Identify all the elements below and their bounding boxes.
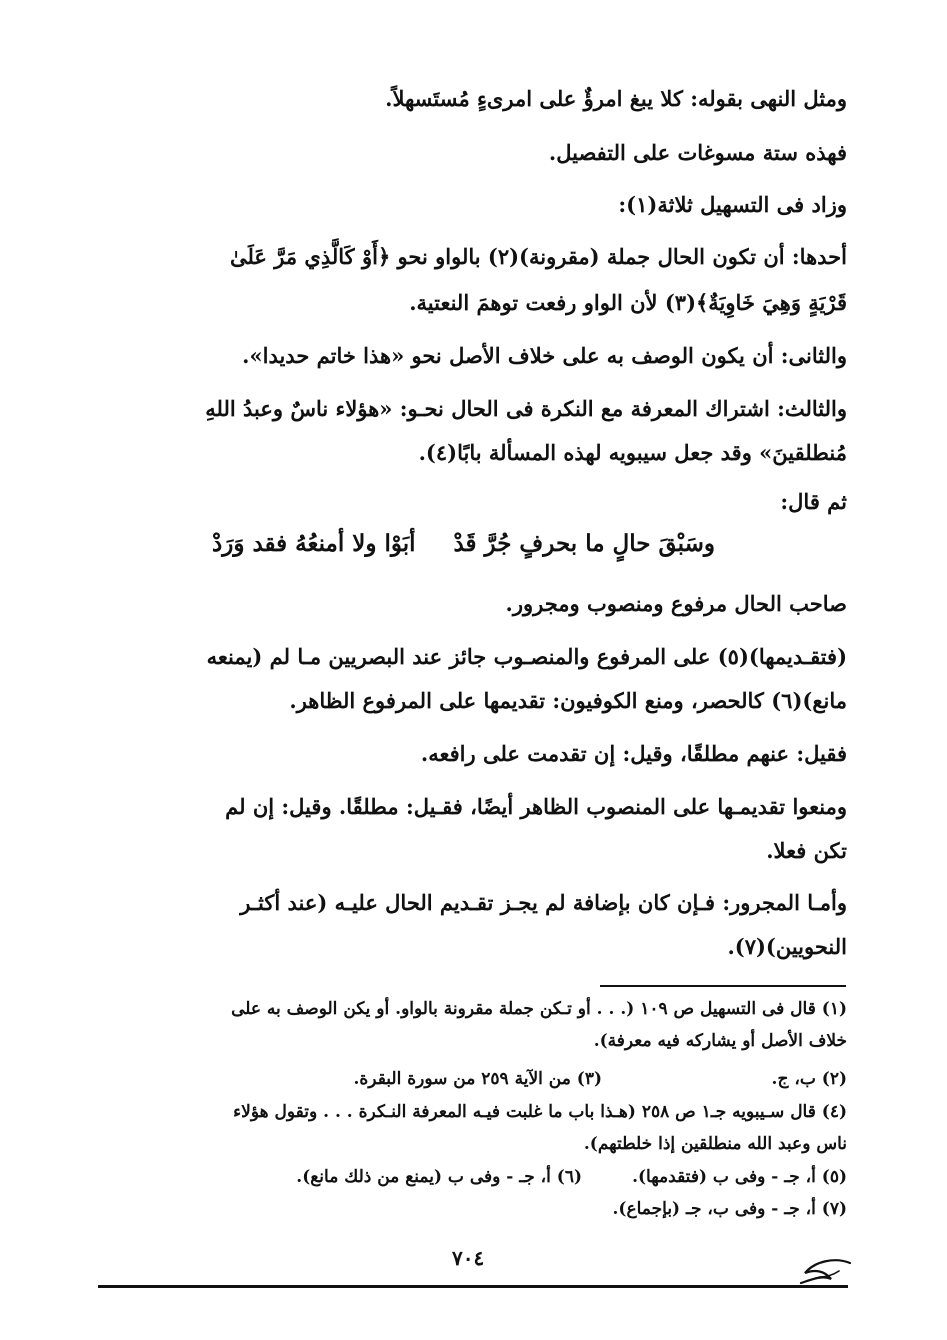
footnote-2: (٢) ب، ج. xyxy=(771,1069,847,1089)
paragraph-prohibition-example: ومثل النهى بقوله: كلا يبغ امرؤٌ على امرىءٍ مُستَسهلاً. xyxy=(385,86,847,111)
footnote-3: (٣) من الآية ٢٥٩ من سورة البقرة. xyxy=(353,1069,602,1089)
paragraph-first-addition-line2: قَرْيَةٍ وَهِيَ خَاوِيَةٌ﴾(٣) لأن الواو رفعت توهمَ النعتية. xyxy=(409,290,847,315)
paragraph-they-forbade-line1: ومنعوا تقديمـها على المنصوب الظاهر أيضًا، فقـيل: مطلقًا. وقيل: إن لم xyxy=(225,794,847,819)
footnote-4-line1: (٤) قال سـيبويه جـ١ ص ٢٥٨ (هـذا باب ما غلبت فيـه المعرفة النـكرة . . . وتقول هؤلاء xyxy=(233,1102,847,1122)
paragraph-owner-of-hal: صاحب الحال مرفوع ومنصوب ومجرور. xyxy=(505,591,847,616)
paragraph-it-was-said: فقيل: عنهم مطلقًا، وقيل: إن تقدمت على رافعه. xyxy=(420,741,847,766)
paragraph-second-addition: والثانى: أن يكون الوصف به على خلاف الأصل نحو «هذا خاتم حديدا». xyxy=(242,343,847,368)
footnote-1-line1: (١) قال فى التسهيل ص ١٠٩ (. . . أو تـكن جملة مقرونة بالواو. أو يكن الوصف به على xyxy=(231,999,847,1019)
verse-first-hemistich: وسَبْقَ حالٍ ما بحرفٍ جُرَّ قَدْ xyxy=(453,530,715,557)
verse-second-hemistich: أبَوْا ولا أمنعُهُ فقد وَرَدْ xyxy=(212,530,416,557)
paragraph-six-justifications: فهذه ستة مسوغات على التفصيل. xyxy=(548,140,847,165)
footnote-7: (٧) أ، جـ - وفى ب، جـ (بإجماع). xyxy=(612,1199,847,1219)
footnote-6: (٦) أ، جـ - وفى ب (يمنع من ذلك مانع). xyxy=(296,1167,582,1187)
page-number: ٧٠٤ xyxy=(452,1246,485,1270)
footnote-1-line2: خلاف الأصل أو يشاركه فيه معرفة). xyxy=(593,1031,847,1051)
paragraph-majrur-line1: وأمـا المجرور: فـإن كان بإضافة لم يجـز تقـديم الحال عليـه (عند أكثـر xyxy=(240,890,847,915)
paragraph-tasheel-additions: وزاد فى التسهيل ثلاثة(١): xyxy=(618,192,847,217)
signature-mark xyxy=(795,1253,855,1287)
paragraph-third-addition-line2: مُنطلقينَ» وقد جعل سيبويه لهذه المسألة بابًا(٤). xyxy=(418,440,847,465)
footnote-4-line2: ناس وعبد الله منطلقين إذا خلطتهم). xyxy=(583,1134,847,1154)
paragraph-precedence-line1: (فتقـديمها)(٥) على المرفوع والمنصـوب جائز عند البصريين مـا لم (يمنعه xyxy=(206,644,847,669)
paragraph-precedence-line2: مانع)(٦) كالحصر، ومنع الكوفيون: تقديمها على المرفوع الظاهر. xyxy=(289,688,847,713)
bottom-rule xyxy=(98,1285,848,1288)
paragraph-then-said: ثم قال: xyxy=(780,489,847,514)
paragraph-first-addition-line1: أحدها: أن تكون الحال جملة (مقرونة)(٢) بالواو نحو ﴿أَوْ كَالَّذِي مَرَّ عَلَىٰ xyxy=(229,244,847,269)
paragraph-third-addition-line1: والثالث: اشتراك المعرفة مع النكرة فى الحال نحـو: «هؤلاء ناسٌ وعبدُ اللهِ xyxy=(205,396,847,421)
paragraph-they-forbade-line2: تكن فعلا. xyxy=(766,838,847,863)
footnote-5: (٥) أ، جـ - وفى ب (فتقدمها). xyxy=(632,1167,847,1187)
paragraph-majrur-line2: النحويين)(٧). xyxy=(727,934,847,959)
footnote-separator xyxy=(600,985,846,987)
